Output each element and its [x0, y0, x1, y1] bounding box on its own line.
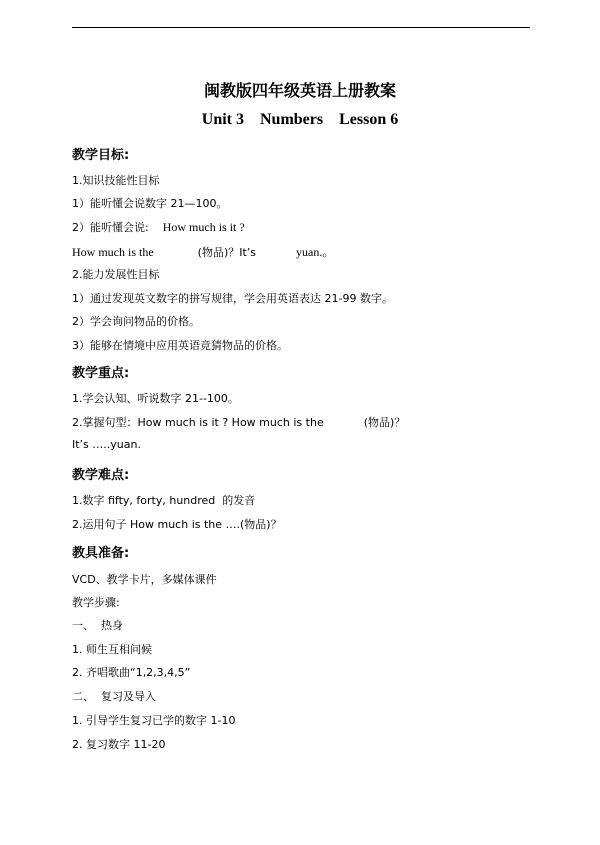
ability-item-3: 3）能够在情境中应用英语竞猜物品的价格。 — [72, 339, 288, 352]
ability-goal-title: 2.能力发展性目标 — [72, 268, 160, 281]
goal-item-2-prefix: 2）能听懂会说: — [72, 221, 149, 234]
goal-item-2-english: How much is it ? — [162, 220, 245, 234]
goal-item-2 — [72, 219, 245, 235]
goal-item-1: 1）能听懂会说数字 21—100。 — [72, 197, 228, 210]
knowledge-goal-title: 1.知识技能性目标 — [72, 174, 160, 187]
document-subtitle: Unit 3 Numbers Lesson 6 — [201, 111, 399, 128]
header-rule — [72, 27, 530, 28]
key-point-3: It’s …..yuan. — [72, 438, 141, 451]
materials-item: VCD、教学卡片，多媒体课件 — [72, 573, 217, 586]
step-1-item-2: 2. 齐唱歌曲“1,2,3,4,5” — [72, 666, 191, 679]
key-point-2-b: (物品)？ — [363, 416, 406, 429]
key-point-1: 1.学会认知、听说数字 21--100。 — [72, 392, 239, 405]
step-2-item-2: 2. 复习数字 11-20 — [72, 738, 166, 751]
document-title: 闽教版四年级英语上册教案 — [203, 81, 396, 100]
key-points-heading: 教学重点: — [72, 366, 130, 381]
goal-item-3-b: (物品)？It’s — [197, 246, 257, 259]
difficulty-2: 2.运用句子 How much is the ….(物品)？ — [72, 518, 282, 531]
difficulty-1: 1.数字 fifty, forty, hundred 的发音 — [72, 494, 256, 507]
goal-item-3-a: How much is the — [72, 245, 154, 259]
goal-item-3-c: yuan.。 — [296, 245, 335, 259]
goals-heading: 教学目标: — [72, 148, 130, 163]
difficulties-heading: 教学难点: — [72, 468, 130, 483]
materials-heading: 教具准备: — [72, 546, 130, 561]
step-section-2: 二、 复习及导入 — [72, 690, 156, 703]
step-2-item-1: 1. 引导学生复习已学的数字 1-10 — [72, 714, 236, 727]
step-1-item-1: 1. 师生互相问候 — [72, 643, 152, 656]
goal-item-3 — [72, 243, 334, 260]
step-section-1: 一、 热身 — [72, 619, 123, 632]
steps-heading: 教学步骤: — [72, 596, 120, 609]
key-point-2-a: 2.掌握句型：How much is it ? How much is the — [72, 416, 324, 429]
ability-item-1: 1）通过发现英文数字的拼写规律，学会用英语表达 21-99 数字。 — [72, 292, 393, 305]
key-point-2 — [72, 414, 405, 430]
ability-item-2: 2）学会询问物品的价格。 — [72, 315, 200, 328]
